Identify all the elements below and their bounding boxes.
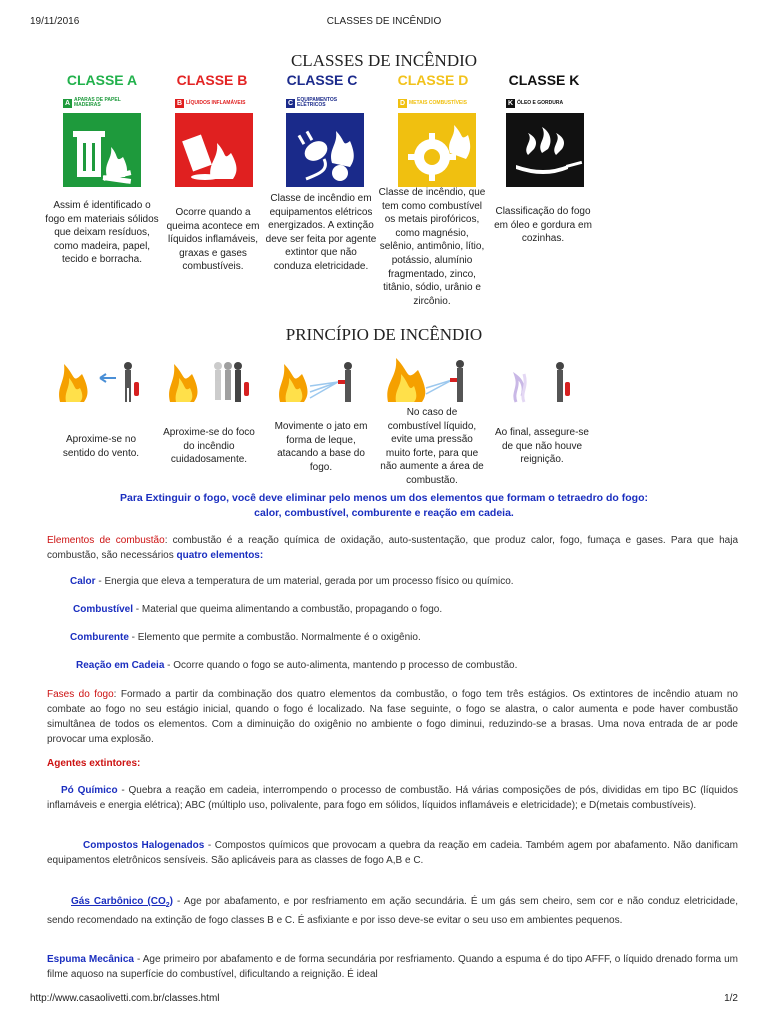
class-d-sign-text: METAIS COMBUSTÍVEIS — [409, 99, 467, 106]
section-title-principle: PRINCÍPIO DE INCÊNDIO — [285, 325, 483, 344]
step-5-description: Ao final, assegure-se de que não houve reignição. — [495, 427, 589, 466]
class-d-sign — [398, 93, 476, 187]
class-b-description: Ocorre quando a queima acontece em líquidos inflamáveis, graxas e gases combustíveis. — [166, 207, 260, 273]
class-c-description: Classe de incêndio em equipamentos elétricos energizados. A extinção deve ser feita por agente extintor que não conduza eletricidade. — [265, 193, 377, 272]
class-d-description: Classe de incêndio, que tem como combustível os metais pirofóricos, como magnésio, selênio, antimônio, lítio, potássio, alumínio fragmentado, zinco, titânio, sódio, urânio e zircônio. — [378, 187, 486, 307]
item-combustivel — [73, 602, 738, 617]
class-k-description: Classificação do fogo em óleo e gordura em cozinhas. — [494, 206, 592, 245]
footer-page-number: 1/2 — [724, 993, 738, 1004]
step-3-illustration — [276, 352, 362, 404]
class-k-letter: K — [507, 99, 514, 107]
item-combustivel-name: Combustível — [73, 604, 134, 615]
trash-fire-icon — [63, 113, 141, 187]
elements-emphasis: quatro elementos: — [176, 550, 264, 561]
item-reacao-name: Reação em Cadeia — [76, 660, 165, 671]
class-k-label: CLASSE K — [508, 72, 580, 88]
item-calor-name: Calor — [70, 576, 96, 587]
step-1-description: Aproxime-se no sentido do vento. — [62, 434, 140, 459]
print-footer — [30, 993, 738, 1007]
item-comburente-name: Comburente — [70, 632, 129, 643]
phases-text: : Formado a partir da combinação dos quatro elementos da combustão, o fogo tem três estágios. Os extintores de incêndio atuam no combate ao fogo no seu estágio inicial, quando o fogo é localizado. Na fase seguinte, o fogo se alastra, o calor aumenta e pode haver combustão simultânea de todos os elementos. Com a diminuição do oxigênio no ambiente o fogo diminui, reduzindo-se a brasas. Uma nova entrada de ar pode provocar uma explosão. — [47, 689, 738, 745]
agent-co2-text: - Age por abafamento, e por resfriamento em ação secundária. É um gás sem cheiro, sem cor e não conduz eletricidade, sendo recomendado na extinção de fogo classes B e C. É asfixiante e por isso deve-se evitar o seu uso em ambientes pequenos. — [47, 896, 738, 926]
extinguish-line-2: calor, combustível, comburente e reação em cadeia. — [254, 507, 514, 519]
agent-halogenados-name: Compostos Halogenados — [83, 840, 205, 851]
class-d-label: CLASSE D — [397, 72, 469, 88]
agent-po-quimico — [47, 783, 738, 813]
item-reacao — [76, 658, 738, 673]
step-1-illustration — [56, 352, 142, 404]
agent-po-quimico-name: Pó Químico — [61, 785, 118, 796]
phases-label: Fases do fogo — [47, 689, 114, 700]
elements-label: Elementos de combustão — [47, 535, 165, 546]
class-a-letter: A — [64, 99, 71, 107]
class-k-sign-text: ÓLEO E GORDURA — [517, 99, 564, 106]
item-comburente — [70, 630, 738, 645]
step-5-illustration — [496, 352, 582, 404]
liquid-fire-icon — [175, 113, 253, 187]
step-3-description: Movimente o jato em forma de leque, atacando a base do fogo. — [274, 421, 368, 473]
electric-plug-fire-icon — [286, 113, 364, 187]
section-title-classes: CLASSES DE INCÊNDIO — [290, 51, 478, 70]
item-calor — [70, 574, 738, 589]
agent-co2-name-main: Gás Carbônico (CO — [71, 896, 166, 907]
step-2-description: Aproxime-se do foco do incêndio cuidadosamente. — [163, 427, 255, 466]
agent-co2-name — [71, 896, 173, 907]
agent-po-quimico-text: - Quebra a reação em cadeia, interrompendo o processo de combustão. Há várias composições de pós, divididas em tipo BC (líquidos inflamáveis e energia elétrica); ABC (múltiplo uso, polivalente, para fogo em sólidos, líquidos inflamáveis e eletricidade); e D(metais combustíveis). — [47, 785, 739, 811]
elements-paragraph — [47, 533, 738, 563]
class-b-sign — [175, 93, 253, 187]
item-calor-text: - Energia que eleva a temperatura de um material, gerada por um processo físico ou químico. — [95, 576, 514, 587]
agent-halogenados — [47, 838, 738, 868]
class-b-label: CLASSE B — [176, 72, 248, 88]
print-header — [30, 16, 738, 30]
print-date: 19/11/2016 — [30, 16, 80, 27]
agent-co2-name-end: ) — [169, 896, 173, 907]
agent-espuma — [47, 952, 738, 982]
item-reacao-text: - Ocorre quando o fogo se auto-alimenta, mantendo p processo de combustão. — [164, 660, 518, 671]
class-k-sign — [506, 93, 584, 187]
class-c-sign-text: EQUIPAMENTOS ELÉTRICOS — [297, 97, 338, 108]
agent-co2 — [47, 894, 738, 928]
step-4-illustration — [386, 352, 472, 404]
step-4-description: No caso de combustível líquido, evite uma pressão muito forte, para que não aumente a área de combustão. — [380, 407, 484, 486]
class-a-sign-text: APARAS DE PAPEL MADEIRAS — [74, 97, 121, 108]
extinguish-line-1: Para Extinguir o fogo, você deve eliminar pelo menos um dos elementos que formam o tetraedro do fogo: — [119, 492, 648, 504]
extinguish-statement — [30, 491, 738, 521]
print-title: CLASSES DE INCÊNDIO — [326, 16, 442, 27]
agents-heading: Agentes extintores: — [47, 758, 141, 769]
class-c-label: CLASSE C — [286, 72, 358, 88]
class-c-sign — [286, 93, 364, 187]
class-b-letter: B — [176, 99, 183, 107]
agent-co2-subscript: 2 — [165, 902, 170, 909]
class-c-letter: C — [287, 99, 294, 107]
item-combustivel-text: - Material que queima alimentando a combustão, propagando o fogo. — [133, 604, 443, 615]
step-2-illustration — [166, 352, 252, 404]
footer-url[interactable]: http://www.casaolivetti.com.br/classes.html — [30, 993, 220, 1004]
class-b-sign-text: LÍQUIDOS INFLAMÁVEIS — [186, 99, 246, 106]
class-a-description: Assim é identificado o fogo em materiais sólidos que deixam resíduos, como madeira, papel, tecido e borracha. — [45, 200, 159, 266]
agent-espuma-name: Espuma Mecânica — [47, 954, 134, 965]
phases-paragraph — [47, 687, 738, 747]
metal-gear-fire-icon — [398, 113, 476, 187]
agent-espuma-text: - Age primeiro por abafamento e de forma secundária por resfriamento. Quando a espuma é do tipo AFFF, o líquido drenado forma um filme aquoso na superfície do combustível, dificultando a reignição. É ideal — [47, 954, 738, 980]
frying-pan-fire-icon — [506, 113, 584, 187]
class-d-letter: D — [399, 99, 406, 107]
item-comburente-text: - Elemento que permite a combustão. Normalmente é o oxigênio. — [128, 632, 421, 643]
class-a-label: CLASSE A — [66, 72, 138, 88]
agent-halogenados-text: - Compostos químicos que provocam a quebra da reação em cadeia. Também agem por abafamento. Não danificam equipamentos eletrônicos sensíveis. São aplicáveis para as classes de fogo A,B e C. — [47, 840, 738, 866]
class-a-sign — [63, 93, 141, 187]
elements-text: : combustão é a reação química de oxidação, auto-sustentação, que produz calor, fogo, fumaça e gases. Para que haja combustão, são necessários — [47, 535, 739, 561]
